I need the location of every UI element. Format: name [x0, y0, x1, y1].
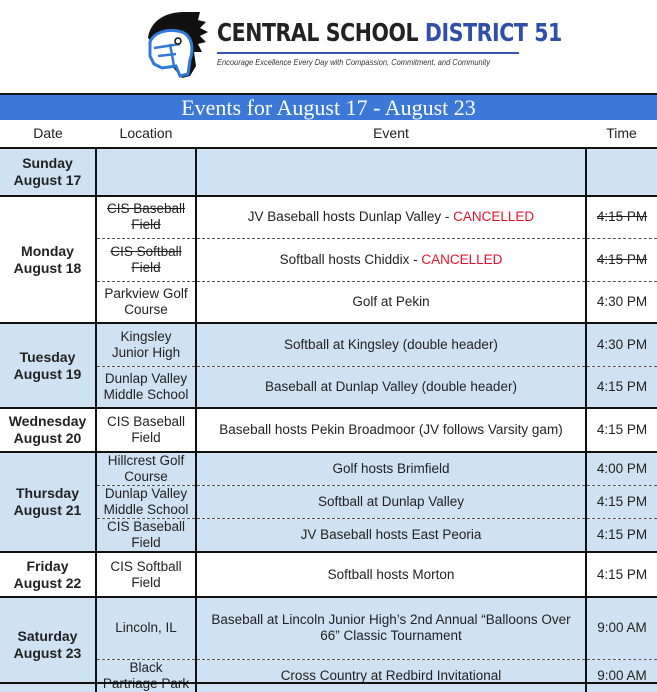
day-cell [0, 597, 96, 692]
event-cell [196, 238, 586, 281]
table-row [0, 323, 657, 366]
table-row [0, 452, 657, 486]
day-date: August 21 [13, 502, 82, 518]
time-cell: 4:00 PM [586, 452, 657, 486]
event-name: Cross Country at Redbird Invitational [280, 667, 502, 683]
day-name: Saturday [17, 627, 78, 644]
event-name: JV Baseball hosts East Peoria [300, 527, 482, 542]
event-cell [196, 486, 586, 519]
day-date: August 19 [13, 365, 82, 382]
event-name: Softball hosts Morton [327, 566, 455, 582]
events-table [0, 147, 657, 692]
day-name: Monday [21, 242, 74, 259]
event-cell [196, 597, 586, 659]
event-cell [196, 281, 586, 323]
table-row [0, 552, 657, 597]
table-row [0, 486, 657, 519]
day-cell [0, 148, 96, 196]
location-cell: CIS Baseball Field [96, 196, 196, 238]
day-date: August 22 [13, 574, 82, 591]
event-cell [196, 196, 586, 238]
day-date: August 23 [13, 644, 82, 661]
location-cell: Dunlap Valley Middle School [96, 366, 196, 408]
table-row [0, 519, 657, 553]
day-cell [0, 452, 96, 552]
event-name: Baseball at Lincoln Junior High’s 2nd Annual “Balloons Over 66” Classic Tournament [211, 612, 571, 644]
event-name: Golf at Pekin [352, 293, 430, 309]
event-cell [196, 519, 586, 553]
cancelled-label: CANCELLED [421, 251, 503, 267]
location-cell: Lincoln, IL [96, 597, 196, 659]
district-name-part1: CENTRAL SCHOOL [217, 18, 425, 47]
event-cell [196, 659, 586, 692]
cancelled-label: CANCELLED [453, 209, 535, 225]
district-name-part2: DISTRICT 51 [424, 18, 562, 47]
event-name: Softball at Dunlap Valley [317, 494, 465, 509]
event-name: Softball hosts Chiddix - [279, 251, 422, 267]
time-cell: 4:15 PM [586, 519, 657, 553]
day-cell [0, 323, 96, 408]
day-date: August 18 [13, 259, 82, 276]
event-name: Golf hosts Brimfield [332, 461, 450, 476]
event-cell [196, 366, 586, 408]
day-name: Thursday [15, 485, 79, 501]
location-cell: Parkview Golf Course [96, 281, 196, 323]
event-name: Baseball hosts Pekin Broadmoor (JV follows Varsity gam) [219, 422, 563, 437]
location-cell: CIS Baseball Field [96, 408, 196, 452]
logo-divider [217, 52, 519, 54]
event-name: Baseball at Dunlap Valley (double header) [265, 378, 517, 394]
location-cell [96, 148, 196, 196]
location-cell: Kingsley Junior High [96, 323, 196, 366]
table-row [0, 366, 657, 408]
district-logo [140, 8, 562, 80]
time-cell: 4:15 PM [586, 552, 657, 597]
time-cell: 4:15 PM [586, 486, 657, 519]
time-cell: 9:00 AM [586, 597, 657, 659]
day-name: Friday [26, 557, 69, 574]
time-cell: 4:15 PM [586, 196, 657, 238]
table-row [0, 597, 657, 659]
time-cell: 4:15 PM [586, 238, 657, 281]
table-row [0, 196, 657, 238]
day-cell [0, 552, 96, 597]
location-cell: Hillcrest Golf Course [96, 452, 196, 486]
column-header-date: Date [33, 125, 63, 141]
column-header-event: Event [373, 125, 409, 141]
event-cell [196, 323, 586, 366]
location-cell: CIS Softball Field [96, 552, 196, 597]
time-cell: 4:30 PM [586, 281, 657, 323]
event-name: Softball at Kingsley (double header) [284, 336, 498, 352]
event-name: JV Baseball hosts Dunlap Valley - [247, 209, 454, 225]
location-cell: CIS Baseball Field [96, 519, 196, 553]
time-cell [586, 148, 657, 196]
time-cell: 4:15 PM [586, 408, 657, 452]
location-cell: CIS Softball Field [96, 238, 196, 281]
day-name: Tuesday [19, 348, 76, 365]
event-cell [196, 148, 586, 196]
table-row [0, 238, 657, 281]
event-cell [196, 552, 586, 597]
table-row [0, 148, 657, 196]
event-cell [196, 408, 586, 452]
location-cell: Black [96, 659, 196, 692]
location-cell: Dunlap Valley Middle School [96, 486, 196, 519]
day-cell [0, 196, 96, 323]
table-row [0, 659, 657, 692]
event-cell [196, 452, 586, 486]
day-date: August 17 [13, 172, 82, 188]
time-cell: 9:00 AM [586, 659, 657, 692]
day-date: August 20 [13, 430, 82, 446]
district-name [217, 18, 562, 47]
table-row [0, 408, 657, 452]
events-title: Events for August 17 - August 23 [0, 93, 657, 120]
time-cell: 4:15 PM [586, 366, 657, 408]
column-header-time: Time [606, 125, 637, 141]
column-header-location: Location [119, 125, 173, 141]
day-name: Wednesday [8, 413, 87, 429]
spartan-helmet-icon [140, 8, 212, 80]
day-name: Sunday [22, 155, 73, 171]
table-row [0, 281, 657, 323]
day-cell [0, 408, 96, 452]
time-cell: 4:30 PM [586, 323, 657, 366]
district-tagline: Encourage Excellence Every Day with Compassion, Commitment, and Community [217, 57, 491, 67]
